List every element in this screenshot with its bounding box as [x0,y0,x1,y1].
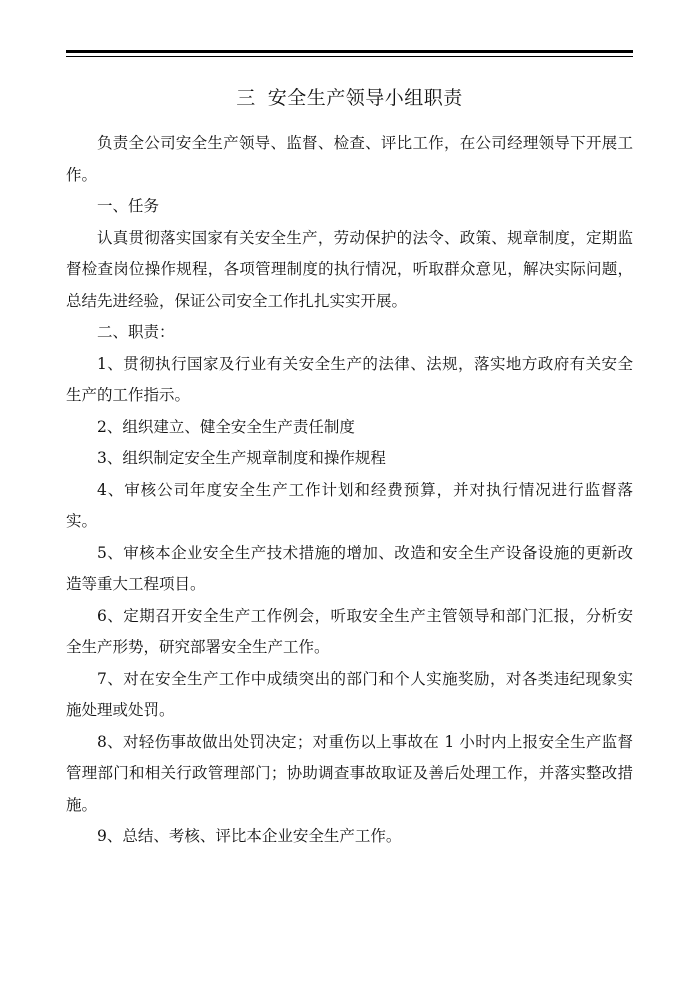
duty-item-1: 1、贯彻执行国家及行业有关安全生产的法律、法规，落实地方政府有关安全生产的工作指示。 [66,354,633,404]
document-body [66,84,633,853]
duty-item-6: 6、定期召开安全生产工作例会，听取安全生产主管领导和部门汇报，分析安全生产形势，研究部署安全生产工作。 [66,606,633,656]
duty-item-5: 5、审核本企业安全生产技术措施的增加、改造和安全生产设备设施的更新改造等重大工程项目。 [66,543,633,593]
header-rule-thick [66,50,633,53]
duty-item-8: 8、对轻伤事故做出处罚决定；对重伤以上事故在 1 小时内上报安全生产监督管理部门和相关行政管理部门；协助调查事故取证及善后处理工作，并落实整改措施。 [66,732,633,814]
title-number: 三 [236,87,256,109]
duty-item-4: 4、审核公司年度安全生产工作计划和经费预算，并对执行情况进行监督落实。 [66,480,633,530]
section-heading-duties: 二、职责： [97,323,175,341]
header-rule-thin [66,56,633,57]
duty-item-3: 3、组织制定安全生产规章制度和操作规程 [97,449,386,467]
duty-item-7: 7、对在安全生产工作中成绩突出的部门和个人实施奖励，对各类违纪现象实施处理或处罚。 [66,669,633,719]
tasks-paragraph: 认真贯彻落实国家有关安全生产，劳动保护的法令、政策、规章制度，定期监督检查岗位操作规程，各项管理制度的执行情况，听取群众意见，解决实际问题，总结先进经验，保证公司安全工作扎扎实实开展。 [66,228,633,310]
intro-paragraph: 负责全公司安全生产领导、监督、检查、评比工作，在公司经理领导下开展工作。 [66,134,633,184]
page-title [66,84,633,112]
duty-item-2: 2、组织建立、健全安全生产责任制度 [97,417,355,436]
section-heading-tasks: 一、任务 [97,197,160,215]
title-text: 安全生产领导小组职责 [267,87,463,109]
duty-item-9: 9、总结、考核、评比本企业安全生产工作。 [97,827,402,845]
